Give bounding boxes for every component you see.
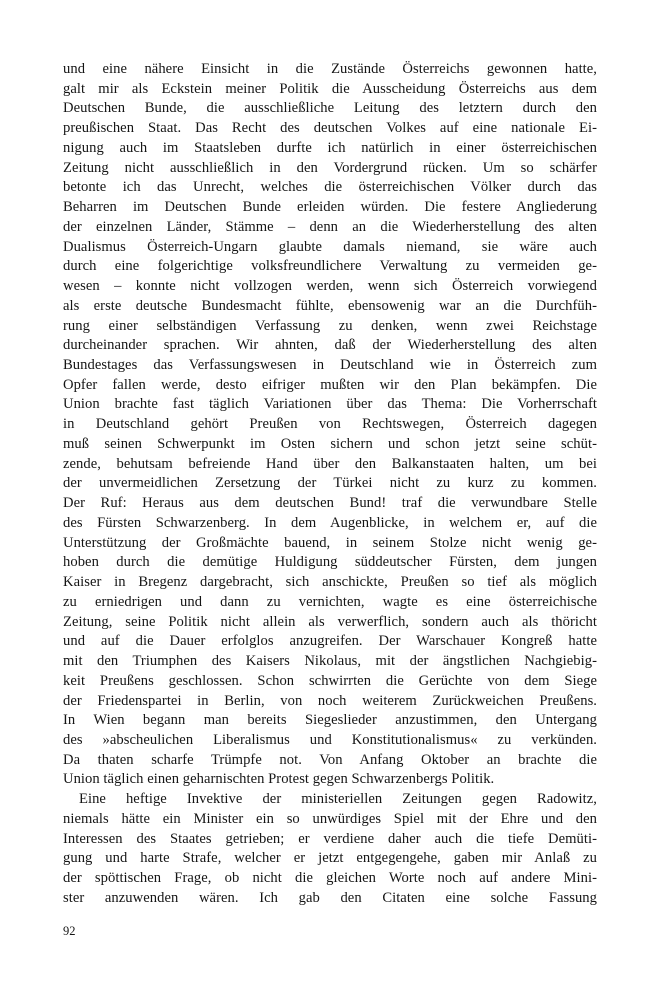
text-line: nigung auch im Staatsleben durfte ich natürlich in einer österreichischen <box>63 139 597 156</box>
text-line: in Deutschland gehört Preußen von Rechtswegen, Österreich dagegen <box>63 416 597 433</box>
text-line: des Fürsten Schwarzenberg. In dem Augenblicke, in welchem er, auf die <box>63 514 597 531</box>
text-line: ster anzuwenden wären. Ich gab den Citaten eine solche Fassung <box>63 889 597 906</box>
text-line: Interessen des Staates getrieben; er verdiene daher auch die tiefe Demüti- <box>63 830 597 847</box>
text-line: zende, behutsam befreiende Hand über den Balkanstaaten halten, um bei <box>63 455 597 472</box>
text-line: der spöttischen Frage, ob nicht die gleichen Worte noch auf andere Mini- <box>63 870 597 887</box>
page-number: 92 <box>63 924 76 938</box>
text-line: Der Ruf: Heraus aus dem deutschen Bund! traf die verwundbare Stelle <box>63 495 597 512</box>
text-line: hoben durch die demütige Huldigung süddeutscher Fürsten, dem jungen <box>63 554 597 571</box>
text-line: muß seinen Schwerpunkt im Osten sichern und schon jetzt seine schüt- <box>63 435 597 452</box>
text-line: der Friedenspartei in Berlin, von noch weiterem Zurückweichen Preußens. <box>63 692 597 709</box>
text-line: zu erniedrigen und dann zu vernichten, wagte es eine österreichische <box>63 593 597 610</box>
text-line: wesen – konnte nicht vollzogen werden, wenn sich Österreich vorwiegend <box>63 278 597 295</box>
text-line: Union täglich einen geharnischten Protest gegen Schwarzenbergs Politik. <box>63 771 495 788</box>
text-line: galt mir als Eckstein meiner Politik die Ausscheidung Österreichs aus dem <box>63 80 597 97</box>
text-line: durch eine folgerichtige volksfreundlichere Verwaltung zu vermeiden ge- <box>63 258 597 275</box>
text-line: des »abscheulichen Liberalismus und Konstitutionalismus« zu verkünden. <box>63 731 597 748</box>
text-line: Opfer fallen werde, desto eifriger mußten wir den Plan bekämpfen. Die <box>63 376 597 393</box>
text-line: keit Preußens geschlossen. Schon schwirrten die Gerüchte von dem Siege <box>63 672 597 689</box>
text-line: rung einer selbständigen Verfassung zu denken, wenn zwei Reichstage <box>63 317 597 334</box>
text-line: Union brachte fast täglich Variationen über das Thema: Die Vorherrschaft <box>63 396 597 413</box>
text-line: der unvermeidlichen Zersetzung der Türkei nicht zu kurz zu kommen. <box>63 475 597 492</box>
text-line: Da thaten scharfe Trümpfe not. Von Anfang Oktober an brachte die <box>63 751 597 768</box>
text-line: Bundestages das Verfassungswesen in Deutschland wie in Österreich zum <box>63 357 597 374</box>
text-line: Unterstützung der Großmächte bauend, in seinem Stolze nicht wenig ge- <box>63 534 597 551</box>
text-line: gung und harte Strafe, welcher er jetzt entgegengehe, gaben mir Anlaß zu <box>63 850 597 867</box>
text-line: und auf die Dauer erfolglos anzugreifen. Der Warschauer Kongreß hatte <box>63 633 597 650</box>
text-line: als erste deutsche Bundesmacht fühlte, ebensowenig war an die Durchfüh- <box>63 297 597 314</box>
text-line: preußischen Staat. Das Recht des deutschen Volkes auf eine nationale Ei- <box>63 120 597 137</box>
text-line: der einzelnen Länder, Stämme – denn an die Wiederherstellung des alten <box>63 218 597 235</box>
text-line: durcheinander sprachen. Wir ahnten, daß der Wiederherstellung des alten <box>63 337 597 354</box>
text-line: Dualismus Österreich-Ungarn glaubte damals niemand, sie wäre auch <box>63 238 597 255</box>
text-line: niemals hätte ein Minister ein so unwürdiges Spiel mit der Ehre und den <box>63 810 597 827</box>
text-line: Eine heftige Invektive der ministeriellen Zeitungen gegen Radowitz, <box>79 791 597 808</box>
text-line: In Wien begann man bereits Siegeslieder anzustimmen, den Untergang <box>63 712 597 729</box>
text-line: Zeitung nicht ausschließlich in den Vordergrund rücken. Um so schärfer <box>63 159 597 176</box>
text-line: und eine nähere Einsicht in die Zustände Österreichs gewonnen hatte, <box>63 61 597 77</box>
text-line: betonte ich das Unrecht, welches die österreichischen Völker durch das <box>63 179 597 196</box>
text-line: Kaiser in Bregenz dargebracht, sich anschickte, Preußen so tief als möglich <box>63 574 597 591</box>
text-line: Deutschen Bunde, die ausschließliche Leitung des letztern durch den <box>63 100 597 117</box>
page-text <box>63 60 597 909</box>
text-line: Beharren im Deutschen Bunde erleiden würden. Die festere Angliederung <box>63 199 597 216</box>
text-line: mit den Triumphen des Kaisers Nikolaus, mit der ängstlichen Nachgiebig- <box>63 653 597 670</box>
text-line: Zeitung, seine Politik nicht allein als verwerflich, sondern auch als thöricht <box>63 613 597 630</box>
